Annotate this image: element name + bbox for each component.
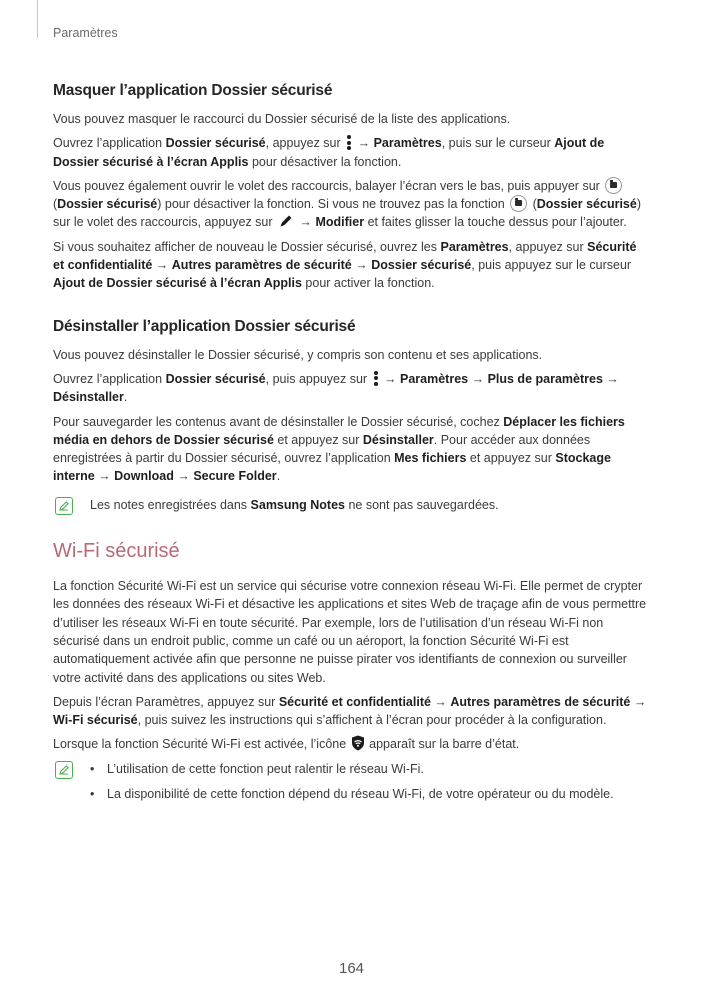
- note-icon: [55, 497, 73, 515]
- paragraph: Lorsque la fonction Sécurité Wi-Fi est activée, l’icône apparaît sur la barre d’état.: [53, 737, 520, 752]
- note-text: Les notes enregistrées dans Samsung Notes ne sont pas sauvegardées.: [90, 497, 499, 512]
- secure-wifi-shield-icon: [351, 735, 365, 751]
- paragraph: Si vous souhaitez afficher de nouveau le Dossier sécurisé, ouvrez les Paramètres, appuyez sur Sécurité et confidentialité → Autres paramètres de sécurité → Dossier sécurisé, puis appuyez sur le curseur Ajout de Dossier sécurisé à l’écran Applis pour activer la fonction.: [53, 239, 637, 291]
- paragraph: Ouvrez l’application Dossier sécurisé, puis appuyez sur → Paramètres → Plus de paramètres → Désinstaller.: [53, 371, 619, 405]
- section-heading-uninstall-app: Désinstaller l’application Dossier sécurisé: [53, 317, 356, 335]
- header-divider: [37, 0, 38, 38]
- paragraph: Pour sauvegarder les contenus avant de désinstaller le Dossier sécurisé, cochez Déplacer les fichiers média en dehors de Dossier sécurisé et appuyez sur Désinstaller. Pour accéder aux données enregistrées à partir du Dossier sécurisé, ouvrez l’application Mes fichiers et appuyez sur Stockage interne → Download → Secure Folder.: [53, 414, 625, 484]
- paragraph: Vous pouvez également ouvrir le volet des raccourcis, balayer l’écran vers le bas, puis appuyer sur (Dossier sécurisé) pour désactiver la fonction. Si vous ne trouvez pas la fonction (Dossier sécurisé) sur le volet des raccourcis, appuyez sur → Modifier et faites glisser la touche dessus pour l’ajouter.: [53, 178, 641, 230]
- more-options-icon: [373, 370, 379, 387]
- note-box: [53, 496, 651, 514]
- paragraph: La fonction Sécurité Wi-Fi est un service qui sécurise votre connexion réseau Wi-Fi. Elle permet de crypter les données des réseaux Wi-Fi et désactive les applications et sites Web de traçage afin de vous permettre d’utiliser les réseaux Wi-Fi en toute sécurité. Par exemple, lors de l’utilisation d’un réseau Wi-Fi non sécurisé dans un endroit public, comme un café ou un aéroport, la fonction Sécurité Wi-Fi est automatiquement activée afin que personne ne puisse pirater vos identifiants de connexion ou surveiller votre activité dans des applications ou sites Web.: [53, 579, 647, 685]
- note-list-item: • L’utilisation de cette fonction peut ralentir le réseau Wi-Fi.: [90, 760, 651, 778]
- note-box: [53, 760, 651, 804]
- more-options-icon: [346, 134, 352, 151]
- note-list: [90, 760, 651, 804]
- pencil-icon: [278, 213, 294, 229]
- note-list-item: • La disponibilité de cette fonction dépend du réseau Wi-Fi, de votre opérateur ou du modèle.: [90, 785, 651, 803]
- page-number: 164: [338, 960, 365, 977]
- page-content: [53, 82, 651, 810]
- secure-folder-icon: [605, 177, 622, 194]
- paragraph: Depuis l’écran Paramètres, appuyez sur Sécurité et confidentialité → Autres paramètres de sécurité → Wi-Fi sécurisé, puis suivez les instructions qui s’affichent à l’écran pour procéder à la configuration.: [53, 694, 647, 728]
- section-heading-hide-app: Masquer l’application Dossier sécurisé: [53, 82, 333, 99]
- running-header: Paramètres: [53, 26, 118, 40]
- paragraph: Ouvrez l’application Dossier sécurisé, appuyez sur → Paramètres, puis sur le curseur Ajout de Dossier sécurisé à l’écran Applis pour désactiver la fonction.: [53, 136, 605, 169]
- paragraph: Vous pouvez désinstaller le Dossier sécurisé, y compris son contenu et ses applications.: [53, 347, 543, 362]
- secure-folder-icon: [510, 195, 527, 212]
- note-icon: [55, 761, 73, 779]
- paragraph: Vous pouvez masquer le raccourci du Dossier sécurisé de la liste des applications.: [53, 112, 511, 126]
- chapter-title-secure-wifi: Wi-Fi sécurisé: [53, 540, 180, 563]
